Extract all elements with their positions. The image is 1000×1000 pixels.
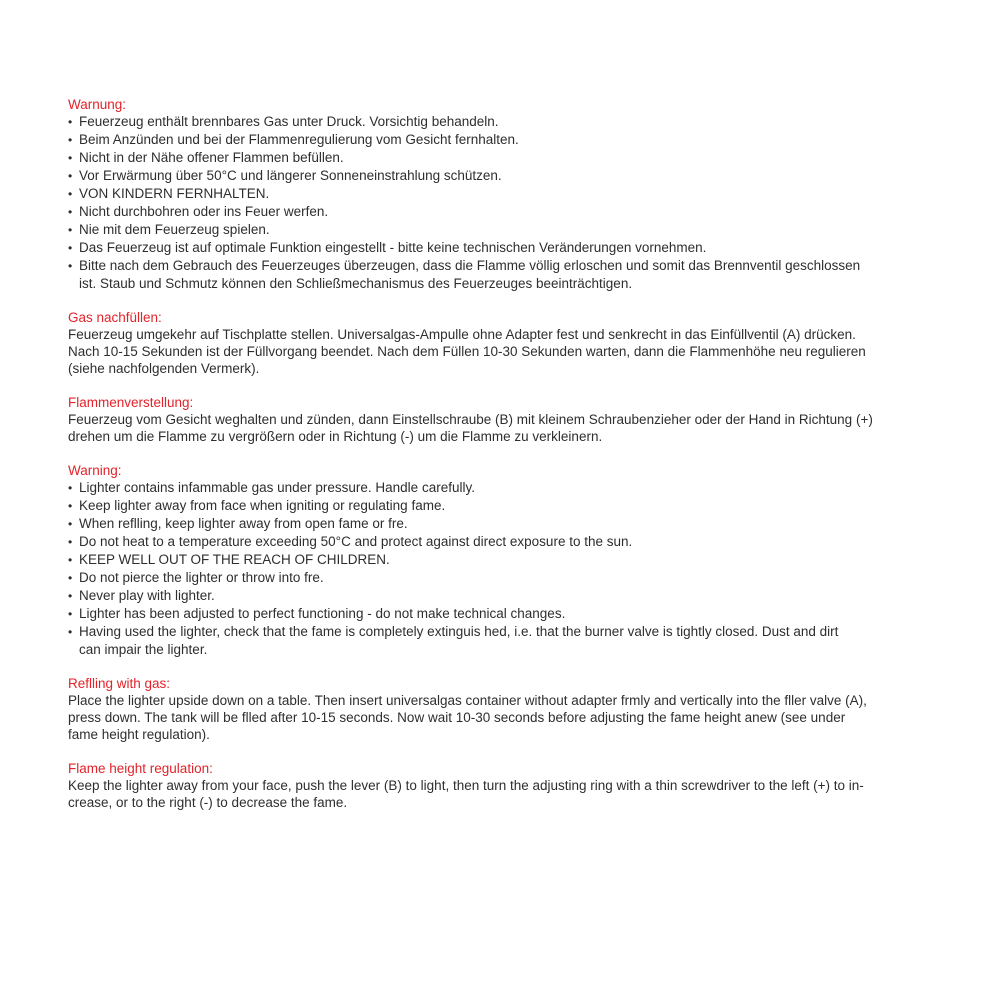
bullet-line <box>68 533 968 551</box>
bullet-icon: • <box>68 115 73 129</box>
section-heading: Gas nachfüllen: <box>68 310 162 325</box>
bullet-icon: • <box>68 241 73 255</box>
bullet-line <box>68 185 968 203</box>
bullet-line <box>68 203 968 221</box>
instruction-sheet <box>68 96 968 828</box>
bullet-text: Bitte nach dem Gebrauch des Feuerzeuges überzeugen, dass die Flamme völlig erloschen und somit das Brennventil geschlossen <box>79 258 861 273</box>
bullet-icon: • <box>68 223 73 237</box>
bullet-line <box>68 497 968 515</box>
text-line: drehen um die Flamme zu vergrößern oder in Richtung (-) um die Flamme zu verkleinern. <box>68 429 603 444</box>
bullet-icon: • <box>68 187 73 201</box>
text-line: Nach 10-15 Sekunden ist der Füllvorgang beendet. Nach dem Füllen 10-30 Sekunden warten, dann die Flammenhöhe neu regulieren <box>68 344 866 359</box>
bullet-text: Do not pierce the lighter or throw into fre. <box>79 570 324 585</box>
bullet-line <box>68 239 968 257</box>
bullet-line <box>68 551 968 569</box>
bullet-line <box>68 605 968 623</box>
bullet-text: Nicht in der Nähe offener Flammen befüllen. <box>79 150 344 165</box>
text-line: Feuerzeug umgekehr auf Tischplatte stellen. Universalgas-Ampulle ohne Adapter fest und senkrecht in das Einfüllventil (A) drücken. <box>68 327 856 342</box>
bullet-line-continuation: ist. Staub und Schmutz können den Schließmechanismus des Feuerzeuges beeinträchtigen. <box>79 276 633 291</box>
section-heading: Reflling with gas: <box>68 676 171 691</box>
bullet-line-continuation: can impair the lighter. <box>79 642 208 657</box>
bullet-line <box>68 131 968 149</box>
bullet-icon: • <box>68 133 73 147</box>
section-warning-en <box>68 462 968 658</box>
bullet-text: When reflling, keep lighter away from open fame or fre. <box>79 516 408 531</box>
bullet-icon: • <box>68 205 73 219</box>
bullet-line <box>68 257 968 275</box>
bullet-text: KEEP WELL OUT OF THE REACH OF CHILDREN. <box>79 552 390 567</box>
bullet-icon: • <box>68 259 73 273</box>
bullet-icon: • <box>68 535 73 549</box>
bullet-icon: • <box>68 571 73 585</box>
bullet-line <box>68 515 968 533</box>
bullet-text: Vor Erwärmung über 50°C und längerer Sonneneinstrahlung schützen. <box>79 168 502 183</box>
bullet-icon: • <box>68 625 73 639</box>
section-heading: Warnung: <box>68 97 127 112</box>
section-heading: Flame height regulation: <box>68 761 213 776</box>
bullet-text: Das Feuerzeug ist auf optimale Funktion eingestellt - bitte keine technischen Veränderungen vornehmen. <box>79 240 707 255</box>
bullet-icon: • <box>68 169 73 183</box>
section-flammenverstellung-de <box>68 394 968 445</box>
text-line: Keep the lighter away from your face, push the lever (B) to light, then turn the adjusting ring with a thin screwdriver to the left (+) to in- <box>68 778 864 793</box>
bullet-text: Having used the lighter, check that the fame is completely extinguis hed, i.e. that the burner valve is tightly closed. Dust and dirt <box>79 624 839 639</box>
section-refilling-en <box>68 675 968 743</box>
bullet-icon: • <box>68 607 73 621</box>
bullet-icon: • <box>68 481 73 495</box>
bullet-icon: • <box>68 517 73 531</box>
bullet-icon: • <box>68 553 73 567</box>
bullet-text: VON KINDERN FERNHALTEN. <box>79 186 270 201</box>
section-heading: Flammenverstellung: <box>68 395 194 410</box>
bullet-line <box>68 587 968 605</box>
bullet-icon: • <box>68 589 73 603</box>
text-line: Feuerzeug vom Gesicht weghalten und zünden, dann Einstellschraube (B) mit kleinem Schraubenzieher oder der Hand in Richtung (+) <box>68 412 873 427</box>
text-line: (siehe nachfolgenden Vermerk). <box>68 361 260 376</box>
bullet-line <box>68 149 968 167</box>
bullet-line <box>68 221 968 239</box>
section-warnung-de <box>68 96 968 292</box>
bullet-text: Lighter contains infammable gas under pressure. Handle carefully. <box>79 480 475 495</box>
bullet-line <box>68 623 968 641</box>
section-gas-nachfuellen-de <box>68 309 968 377</box>
text-line: press down. The tank will be flled after 10-15 seconds. Now wait 10-30 seconds before adjusting the fame height anew (see under <box>68 710 846 725</box>
bullet-line <box>68 113 968 131</box>
bullet-text: Keep lighter away from face when igniting or regulating fame. <box>79 498 446 513</box>
bullet-text: Lighter has been adjusted to perfect functioning - do not make technical changes. <box>79 606 566 621</box>
bullet-icon: • <box>68 499 73 513</box>
bullet-text: Beim Anzünden und bei der Flammenregulierung vom Gesicht fernhalten. <box>79 132 519 147</box>
section-heading: Warning: <box>68 463 122 478</box>
text-line: Place the lighter upside down on a table. Then insert universalgas container without adapter frmly and vertically into the fller valve (A), <box>68 693 867 708</box>
bullet-text: Feuerzeug enthält brennbares Gas unter Druck. Vorsichtig behandeln. <box>79 114 499 129</box>
bullet-text: Do not heat to a temperature exceeding 50°C and protect against direct exposure to the sun. <box>79 534 633 549</box>
bullet-line <box>68 479 968 497</box>
bullet-line <box>68 569 968 587</box>
bullet-text: Never play with lighter. <box>79 588 215 603</box>
section-flame-height-en <box>68 760 968 811</box>
bullet-icon: • <box>68 151 73 165</box>
bullet-text: Nicht durchbohren oder ins Feuer werfen. <box>79 204 329 219</box>
text-line: fame height regulation). <box>68 727 210 742</box>
bullet-line <box>68 167 968 185</box>
bullet-text: Nie mit dem Feuerzeug spielen. <box>79 222 270 237</box>
text-line: crease, or to the right (-) to decrease the fame. <box>68 795 348 810</box>
